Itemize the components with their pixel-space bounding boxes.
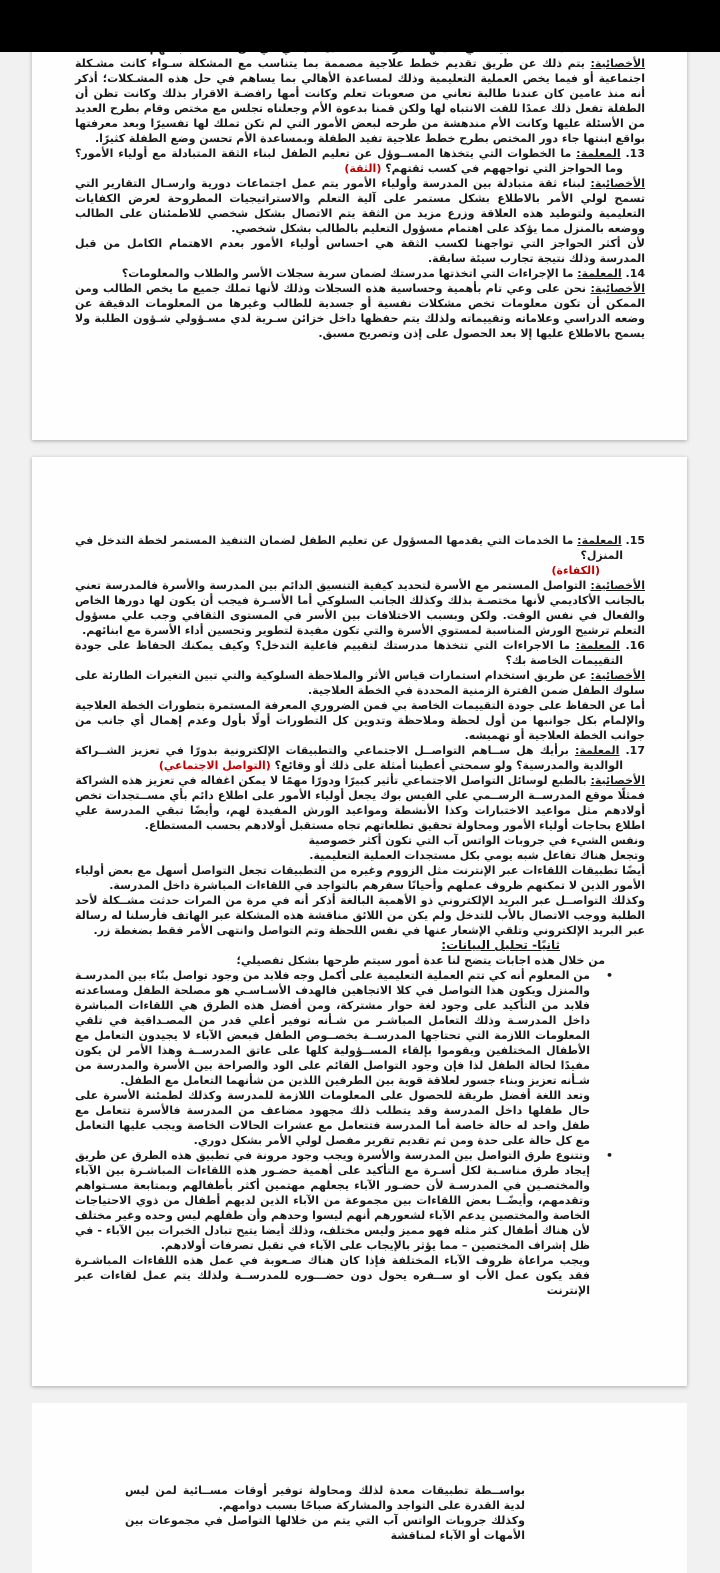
document-page-1	[32, 0, 687, 440]
list-number: 15.	[625, 534, 645, 547]
speaker-label: الأخصائية:	[590, 282, 645, 295]
list-number: 14.	[625, 267, 645, 280]
answer-16-cont: أما عن الحفاظ على جودة التقييمات الخاصة بي فمن الضروري المعرفة المستمرة بتطورات الخطة العلاجية والإلمام بكل جوانبها من أول لحظة وملاحظة وتدوين كل التطورات أولًا بأول وعدم إهمال أي جانب من جوانب الخطة العلاجية أو تهميشه.	[75, 699, 645, 742]
theme-tag: (التواصل الاجتماعي)	[158, 759, 271, 772]
bullet-point-2: • وتتنوع طرق التواصل بين المدرسة والأسرة ويجب وجود مرونة في تطبيق هذه الطرق عن طريق إيجاد طرق مناسـبة لكل أسـرة مع التأكيد على أهمية حضـور هذه اللقاءات المباشـرة بين الآباء والمختصـين في المدرسـة لأن حضـور الآباء يجعلهم مهتمين أكثر بأطفالهم وبمتابعة مسـتواهم وتقدمهم، وأيضًــا بعض اللقاءات بين مجموعة من الآباء الذين لديهم أطفال من ذوي الاحتياجات الخاصة والمختصين يدعم الآباء لشعورهم أنهم ليسوا وحدهم وأن طفلهم ليس وحده وغير مختلف لأن هناك أطفال كثر مثله فهو مميز وليس مختلف، وذلك أيضا يتيح تبادل الخبرات بين الآباء - في ظل إشراف المختصين – مما يؤثر بالإيجاب على الآباء في تقبل تصرفات أولادهم.	[75, 1149, 613, 1252]
bullet-icon: •	[605, 969, 613, 982]
bullet-point-1-cont: وتعد اللغة أفضل طريقة للحصول على المعلومات اللازمة للمدرسة وكذلك لطمئنة الأسرة على حال طفلها داخل المدرسة وقد يتطلب ذلك مجهود مضاعف من المدرسة فالأسرة تتعامل مع طفل واحد له حالة خاصة أما المدرسة فتتعامل مع عشرات الحالات الخاصة ويجب عليها التعامل مع كل حالة على حدة ومن ثم تقديم تقرير مفصل لولي الأمر بشكل دوري.	[75, 1089, 590, 1147]
document-page-3	[32, 1403, 687, 1573]
answer-12: الأخصائية: يتم ذلك عن طريق تقديم خطط علاجية مصممة بما يتناسب مع المشكلة سـواء كانت مشـكلة اجتماعية أو فيما يخص العملية التعليمية وذلك لمساعدة الأهالي بما يساهم في حل هذه المشـكلات؛ أذكر أنه منذ عامين كان عندنا طالبة تعاني من صعوبات تعلم وكانت أمها رافضـة الاقرار بذلك وكانت تظن أن الطفلة تفعل ذلك عمدًا للفت الانتباه لها ولكن قمنا بدعوة الأم وجعلناه تجلس مع مختص وقام بطرح العديد من الأسئلة عليها وكانت الأم مندهشة من طرحه لبعض الأمور التي لم تكن تملك لها تفسيرًا وبعد معرفتها بواقع ابنتها جاء دور المختص بطرح خطط علاجية تفيد الطفلة وبمساعدة الأم تحسن وضع الطفلة كثيرًا.	[75, 57, 645, 145]
question-13: 13. المعلمة: ما الخطوات التي يتخذها المســوؤل عن تعليم الطفل لبناء الثقة المتبادلة مع أولياء الأمور؟ وما الحواجز التي تواجههم في كسب ثقتهم؟ (الثقة)	[75, 147, 645, 175]
answer-17-cont: فمثلًا موقع المدرســة الرســمي علي الفيس بوك يجعل أولياء الأمور على اطلاع دائم بأي مســتجدات تخص أولادهم مثل مواعيد الاختبارات وكذا الأنشطة ومواعيد الورش المفيدة لهم، وأيضًا تبقي المدرسة علي اطلاع بحاجات أولياء الأمور ومحاولة تحقيق تطلعاتهم تجاه مستقبل أولادهم بحسب المستطاع.	[75, 789, 645, 832]
page3-content	[32, 1403, 687, 1543]
speaker-label: المعلمة:	[575, 639, 620, 652]
page3-clipped-line: وكذلك جروبات الواتس آب التي يتم من خلالها التواصل في مجموعات بين الأمهات أو الآباء لمناقشة	[125, 1514, 525, 1542]
speaker-label: المعلمة:	[576, 147, 621, 160]
speaker-label: المعلمة:	[577, 534, 622, 547]
answer-17: الأخصائية: بالطبع لوسائل التواصل الاجتماعي تأثير كبيرًا ودورًا مهمًا لا يمكن اغفاله في تعزيز هذه الشراكة	[75, 774, 645, 787]
theme-tag: (الثقة)	[344, 162, 382, 175]
answer-16: الأخصائية: عن طريق استخدام استمارات قياس الأثر والملاحظة السلوكية والتي تبين التغيرات الطارئة على سلوك الطفل ضمن الفترة الزمنية المحددة في الخطة العلاجية.	[75, 669, 645, 697]
speaker-label: الأخصائية:	[590, 669, 645, 682]
speaker-label: المعلمة:	[577, 267, 622, 280]
list-number: 17.	[625, 744, 645, 757]
question-16: 16. المعلمة: ما الاجراءات التي تتخذها مدرستك لتقييم فاعلية التدخل؟ وكيف يمكنك الحفاظ على جودة التقييمات الخاصة بك؟	[75, 639, 645, 667]
document-page-2	[32, 457, 687, 1386]
bullet-point-2-cont: ويجب مراعاة ظروف الآباء المختلفة فإذا كان هناك صـعوبة في عمل هذه اللقاءات المباشـرة فقد يكون عمل الأب او ســفره يحول دون حضـــوره للمدرســة ولذلك يتم عمل لقاءات عبر الإنترنت	[75, 1254, 590, 1297]
speaker-label: الأخصائية:	[590, 57, 645, 70]
question-15: 15. المعلمة: ما الخدمات التي يقدمها المسؤول عن تعليم الطفل لضمان التنفيذ المستمر لخطة التدخل في المنزل؟	[75, 534, 645, 562]
answer-17-cont: أيضًا تطبيقات اللقاءات عبر الإنترنت مثل الزووم وغيره من التطبيقات تجعل التواصل أسهل مع بعض أولياء الأمور الذين لا تمكنهم ظروف عملهم وأحيانًا سفرهم بالتواجد في اللقاءات المباشرة داخل المدرسة.	[75, 864, 645, 892]
bullet-point-1: • من المعلوم أنه كي تتم العملية التعليمية على أكمل وجه فلابد من وجود تواصل بنّاء بين المدرسـة والمنزل ويكون هذا التواصل في كلا الاتجاهين فالهدف الأسـاسـي هو مصلحة الطفل ومساعدته فلابد من التأكيد على وجود لغة حوار مشتركة، ومن أفضل هذه الطرق هي اللقاءات المباشرة داخل المدرسـة وذلك التعامل المباشـر من شـأنه توفير أعلي قدر من المصـداقية في تلقي المعلومات اللازمة التي تحتاجها المدرســة بخصــوص الطفل فبعض الآباء لا يجيدون التعامل مع الأطفال المختلفين ويقوموا بإلقاء المســؤولية كلها على عاتق المدرســة وهذا الأمر لن يكون مفيدًا لحالة الطفل لذا فإن وجود التواصل القائم على الود والصراحة بين الأسرة والمدرسة من شـأنه تعزيز وبناء جسور لعلاقة قوية بين الطرفين اللذين من شأنهما التعامل مع الطفل.	[75, 969, 613, 1087]
theme-tag: (الكفاءة)	[551, 564, 600, 577]
answer-14: الأخصائية: نحن على وعي تام بأهمية وحساسية هذه السجلات وذلك لأنها تملك جميع ما يخص الطالب ومن الممكن أن تكون معلومات تخص مشكلات نفسية أو جسدية للطالب وغيرها من المعلومات الدقيقة عن وضعه الدراسي وعلاماته وتقييماته ولذلك يتم حفظها داخل خزائن سـرية لدي مسـؤولي شـؤون الطلبة ولا يسمح بالاطلاع عليها إلا بعد الحصول على إذن وتصريح مسبق.	[75, 282, 645, 340]
answer-17-cont: وتجعل هناك تفاعل شبه يومي بكل مستجدات العملية التعليمية.	[309, 849, 645, 862]
answer-13: الأخصائية: لبناء ثقة متبادلة بين المدرسة وأولياء الأمور يتم عمل اجتماعات دورية وارسـال التقارير التي تسمح لولي الأمر بالاطلاع بشكل مستمر على آلية التعلم والاستراتيجيات المطروحة لعرض الكفايات التعليمية ولتوطيد هذه العلاقة وزرع مزيد من الثقة يتم الاتصال بشكل شخصي للاطمئنان على الطالب ووضعه بالمنزل مما يؤكد على اهتمام مسؤول التعليم بالطالب بشكل شخصي.	[75, 177, 645, 235]
list-number: 16.	[625, 639, 645, 652]
answer-15: الأخصائية: التواصل المستمر مع الأسرة لتحديد كيفية التنسيق الدائم بين المدرسة والأسرة فالمدرسة تعني بالجانب الأكاديمي لأنها مختصـة بذلك وكذلك الجانب السلوكي أما الأسـرة فيجب أن يكون لها دورها الخاص والفعال في نفس الوقت. ولكن وبسبب الاختلافات بين الأسر في المستوى الثقافي وجب علي مسؤول التعلم ترشيح الورش المناسبة لمستوي الأسرة والتي تكون مفيدة لتطوير وتحسين أداء الأسرة مع ابنائهم.	[75, 579, 645, 637]
speaker-label: المعلمة:	[574, 744, 620, 757]
speaker-label: الأخصائية:	[590, 579, 645, 592]
top-black-bar	[0, 0, 720, 52]
section-intro: من خلال هذه اجابات يتضح لنا عدة أمور سيتم طرحها بشكل تفصيلي؛	[236, 954, 605, 967]
page3-paragraph: بواســطة تطبيقات معدة لذلك ومحاولة توفير أوقات مســائية لمن ليس لدية القدرة على التواجد والمشاركة صباحًا بسبب دوامهم.	[125, 1484, 525, 1512]
bullet-icon: •	[605, 1149, 613, 1162]
section-heading-data-analysis: ثانيًا- تحليل البيانات:	[441, 938, 560, 952]
list-number: 13.	[625, 147, 645, 160]
question-14: 14. المعلمة: ما الإجراءات التي اتخذتها مدرستك لضمان سرية سجلات الأسر والطلاب والمعلومات؟	[121, 267, 645, 280]
page2-content	[32, 457, 687, 1298]
answer-17-cont: وكذلك التواصــل عبر البريد الإلكتروني ذو الأهمية البالغة أذكر أنه في مرة من المرات حدثت مشــكلة لأحد الطلبة ووجب الاتصال بالأب للتدخل ولم يكن من اللائق مناقشة هذه المشكلة عبر الهاتف فأرسلنا له رسالة عبر البريد الإلكتروني وتلقي الإشعار عنها في نفس اللحظة وتم التواصل وانتهى الأمر فقط بضغطة زر.	[75, 894, 645, 937]
question-17: 17. المعلمة: برأيك هل ســاهم التواصــل الاجتماعي والتطبيقات الإلكترونية بدورًا في تعزيز الشــراكة الوالدية والمدرسية؟ ولو سمحتي أعطينا أمثلة على ذلك أو وقائع؟ (التواصل الاجتماعي)	[75, 744, 645, 772]
speaker-label: الأخصائية:	[590, 774, 645, 787]
answer-13-cont: لأن أكثر الحواجز التي تواجهنا لكسب الثقة هي احساس أولياء الأمور بعدم الاهتمام الكامل من قبل المدرسة وذلك نتيجة تجارب سيئة سابقة.	[75, 237, 645, 265]
answer-17-cont: ونفس الشيء في جروبات الواتس آب التي تكون أكثر خصوصية	[308, 834, 645, 847]
speaker-label: الأخصائية:	[590, 177, 645, 190]
